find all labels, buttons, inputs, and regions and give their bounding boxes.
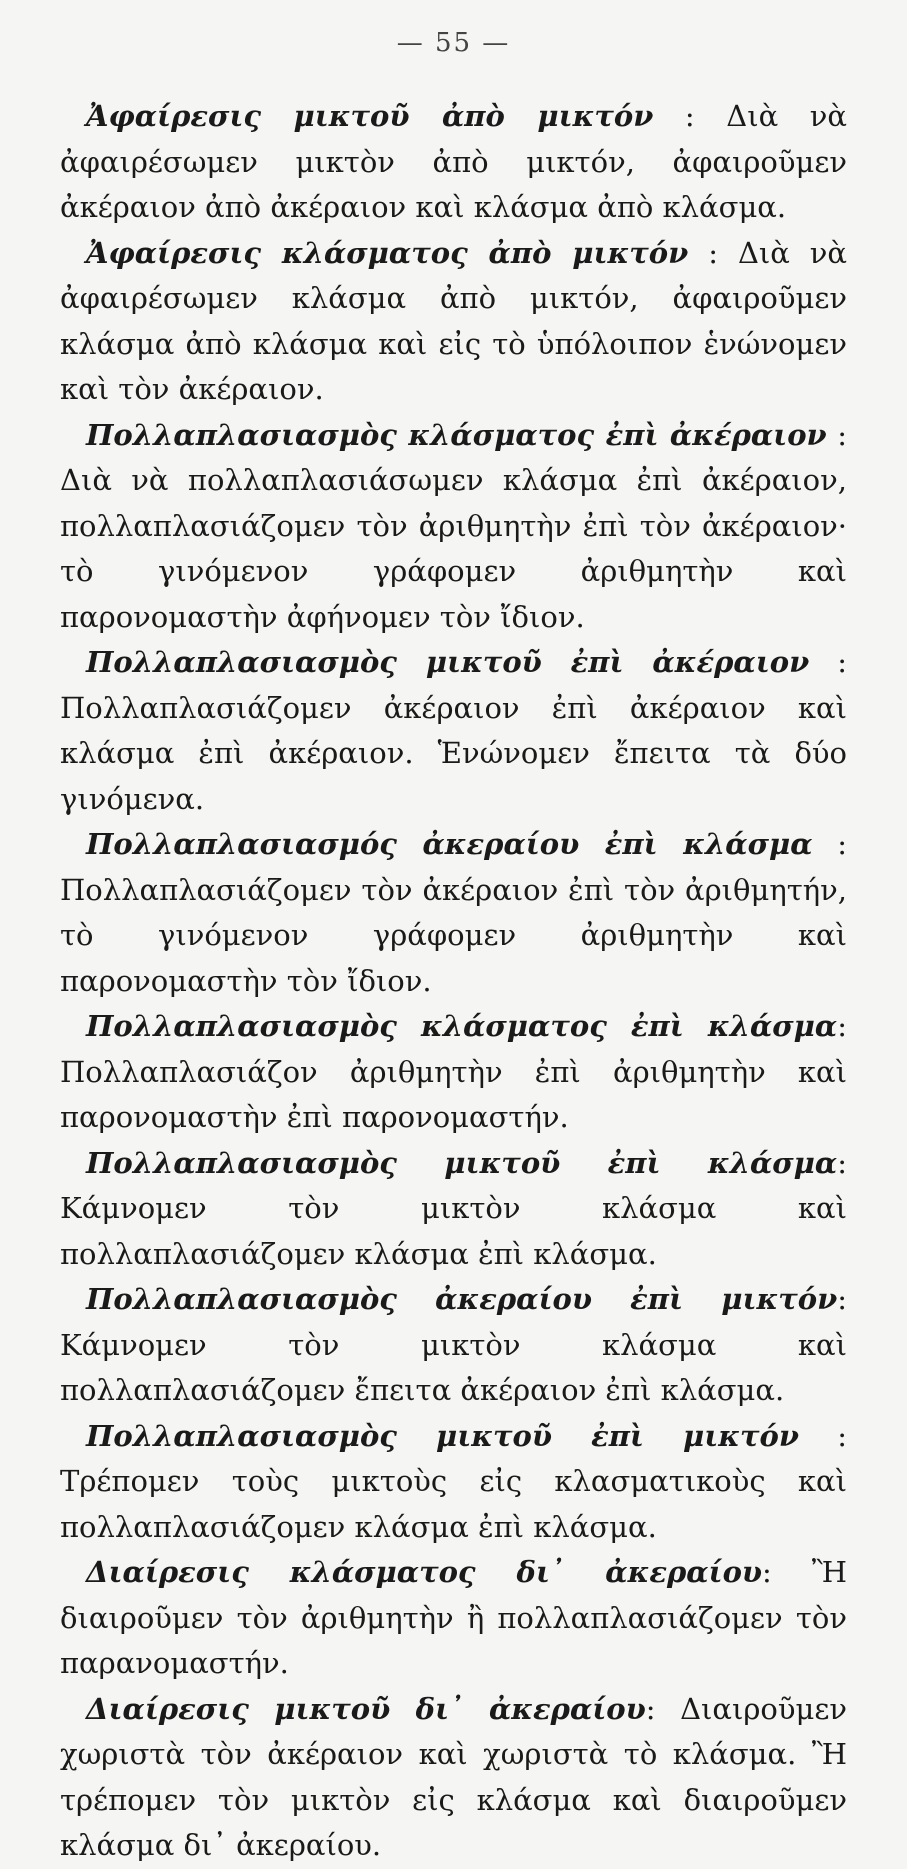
entry-term: Πολλαπλασιασμός ἀκεραίου ἐπὶ κλάσμα — [86, 827, 813, 861]
entry-text: Κάμνομεν τὸν μικτὸν κλάσμα καὶ πολλαπλασιάζομεν κλάσμα ἐπὶ κλάσμα. — [60, 1191, 847, 1271]
entry-term: Διαίρεσις μικτοῦ δι᾽ ἀκεραίου — [86, 1691, 646, 1726]
entry-multiplication-mixed-by-mixed — [60, 1414, 847, 1551]
entry-separator: : — [653, 99, 727, 133]
entry-separator: : — [837, 1145, 847, 1180]
entry-text: Διὰ νὰ ἀφαιρέσωμεν μικτὸν ἀπὸ μικτόν, ἀφαιροῦμεν ἀκέραιον ἀπὸ ἀκέραιον καὶ κλάσμα ἀπὸ κλάσμα. — [60, 99, 847, 224]
entry-separator: : — [837, 1282, 847, 1316]
entry-text: Πολλαπλασιάζομεν ἀκέραιον ἐπὶ ἀκέραιον καὶ κλάσμα ἐπὶ ἀκέραιον. Ἑνώνομεν ἔπειτα τὰ δύο γινόμενα. — [60, 690, 847, 816]
entry-separator: : — [688, 235, 738, 270]
entry-multiplication-mixed-by-integer — [60, 640, 847, 822]
entry-division-fraction-by-integer — [60, 1550, 847, 1687]
entry-subtraction-fraction-from-mixed — [60, 231, 847, 413]
entry-term: Πολλαπλασιασμὸς κλάσματος ἐπὶ ἀκέραιον — [86, 417, 827, 452]
entry-text: Διαιροῦμεν χωριστὰ τὸν ἀκέραιον καὶ χωριστὰ τὸ κλάσμα. Ἢ τρέπομεν τὸν μικτὸν εἰς κλάσμα καὶ διαιροῦμεν κλάσμα δι᾽ ἀκεραίου. — [60, 1691, 847, 1862]
entry-separator: : — [645, 1691, 681, 1726]
entry-text: Διὰ νὰ πολλαπλασιάσωμεν κλάσμα ἐπὶ ἀκέραιον, πολλαπλασιάζομεν τὸν ἀριθμητὴν ἐπὶ τὸν ἀκέραιον· τὸ γινόμενον γράφομεν ἀριθμητὴν καὶ παρονομαστὴν ἀφήνομεν τὸν ἴδιον. — [60, 463, 847, 634]
entry-division-mixed-by-integer — [60, 1687, 847, 1869]
entry-multiplication-mixed-by-fraction — [60, 1141, 847, 1278]
entry-multiplication-fraction-by-fraction — [60, 1004, 847, 1141]
entry-separator: : — [826, 417, 847, 452]
entry-subtraction-mixed-from-mixed — [60, 94, 847, 231]
entry-term: Πολλαπλασιασμὸς μικτοῦ ἐπὶ ἀκέραιον — [86, 645, 810, 679]
entry-term: Ἀφαίρεσις μικτοῦ ἀπὸ μικτόν — [86, 99, 654, 133]
entry-text: Πολλαπλασιάζον ἀριθμητὴν ἐπὶ ἀριθμητὴν καὶ παρονομαστὴν ἐπὶ παρονομαστήν. — [60, 1054, 847, 1134]
entry-separator: : — [762, 1555, 812, 1589]
entry-text: Πολλαπλασιάζομεν τὸν ἀκέραιον ἐπὶ τὸν ἀριθμητήν, τὸ γινόμενον γράφομεν ἀριθμητὴν καὶ παρονομαστὴν τὸν ἴδιον. — [60, 872, 847, 998]
entry-term: Πολλαπλασιασμὸς μικτοῦ ἐπὶ μικτόν — [86, 1418, 800, 1453]
entry-separator: : — [809, 645, 847, 679]
entry-multiplication-fraction-by-integer — [60, 413, 847, 641]
entry-text: Ἢ διαιροῦμεν τὸν ἀριθμητὴν ἢ πολλαπλασιάζομεν τὸν παρανομαστήν. — [60, 1555, 847, 1680]
entry-separator: : — [837, 1009, 847, 1043]
entry-separator: : — [812, 827, 847, 861]
entry-term: Διαίρεσις κλάσματος δι᾽ ἀκεραίου — [86, 1555, 763, 1589]
entry-text: Διὰ νὰ ἀφαιρέσωμεν κλάσμα ἀπὸ μικτόν, ἀφαιροῦμεν κλάσμα ἀπὸ κλάσμα καὶ εἰς τὸ ὑπόλοιπον ἑνώνομεν καὶ τὸν ἀκέραιον. — [60, 235, 847, 406]
entry-text: Τρέπομεν τοὺς μικτοὺς εἰς κλασματικοὺς καὶ πολλαπλασιάζομεν κλάσμα ἐπὶ κλάσμα. — [60, 1464, 847, 1544]
page-number: — 55 — — [396, 28, 511, 58]
entry-term: Πολλαπλασιασμὸς ἀκεραίου ἐπὶ μικτόν — [86, 1282, 838, 1316]
entry-term: Πολλαπλασιασμὸς μικτοῦ ἐπὶ κλάσμα — [86, 1145, 838, 1180]
entry-term: Ἀφαίρεσις κλάσματος ἀπὸ μικτόν — [86, 235, 689, 270]
entry-text: Κάμνομεν τὸν μικτὸν κλάσμα καὶ πολλαπλασιάζομεν ἔπειτα ἀκέραιον ἐπὶ κλάσμα. — [60, 1327, 847, 1407]
entry-term: Πολλαπλασιασμὸς κλάσματος ἐπὶ κλάσμα — [86, 1009, 838, 1043]
entry-separator: : — [799, 1418, 847, 1453]
entry-multiplication-integer-by-mixed — [60, 1277, 847, 1414]
entry-multiplication-integer-by-fraction — [60, 822, 847, 1004]
